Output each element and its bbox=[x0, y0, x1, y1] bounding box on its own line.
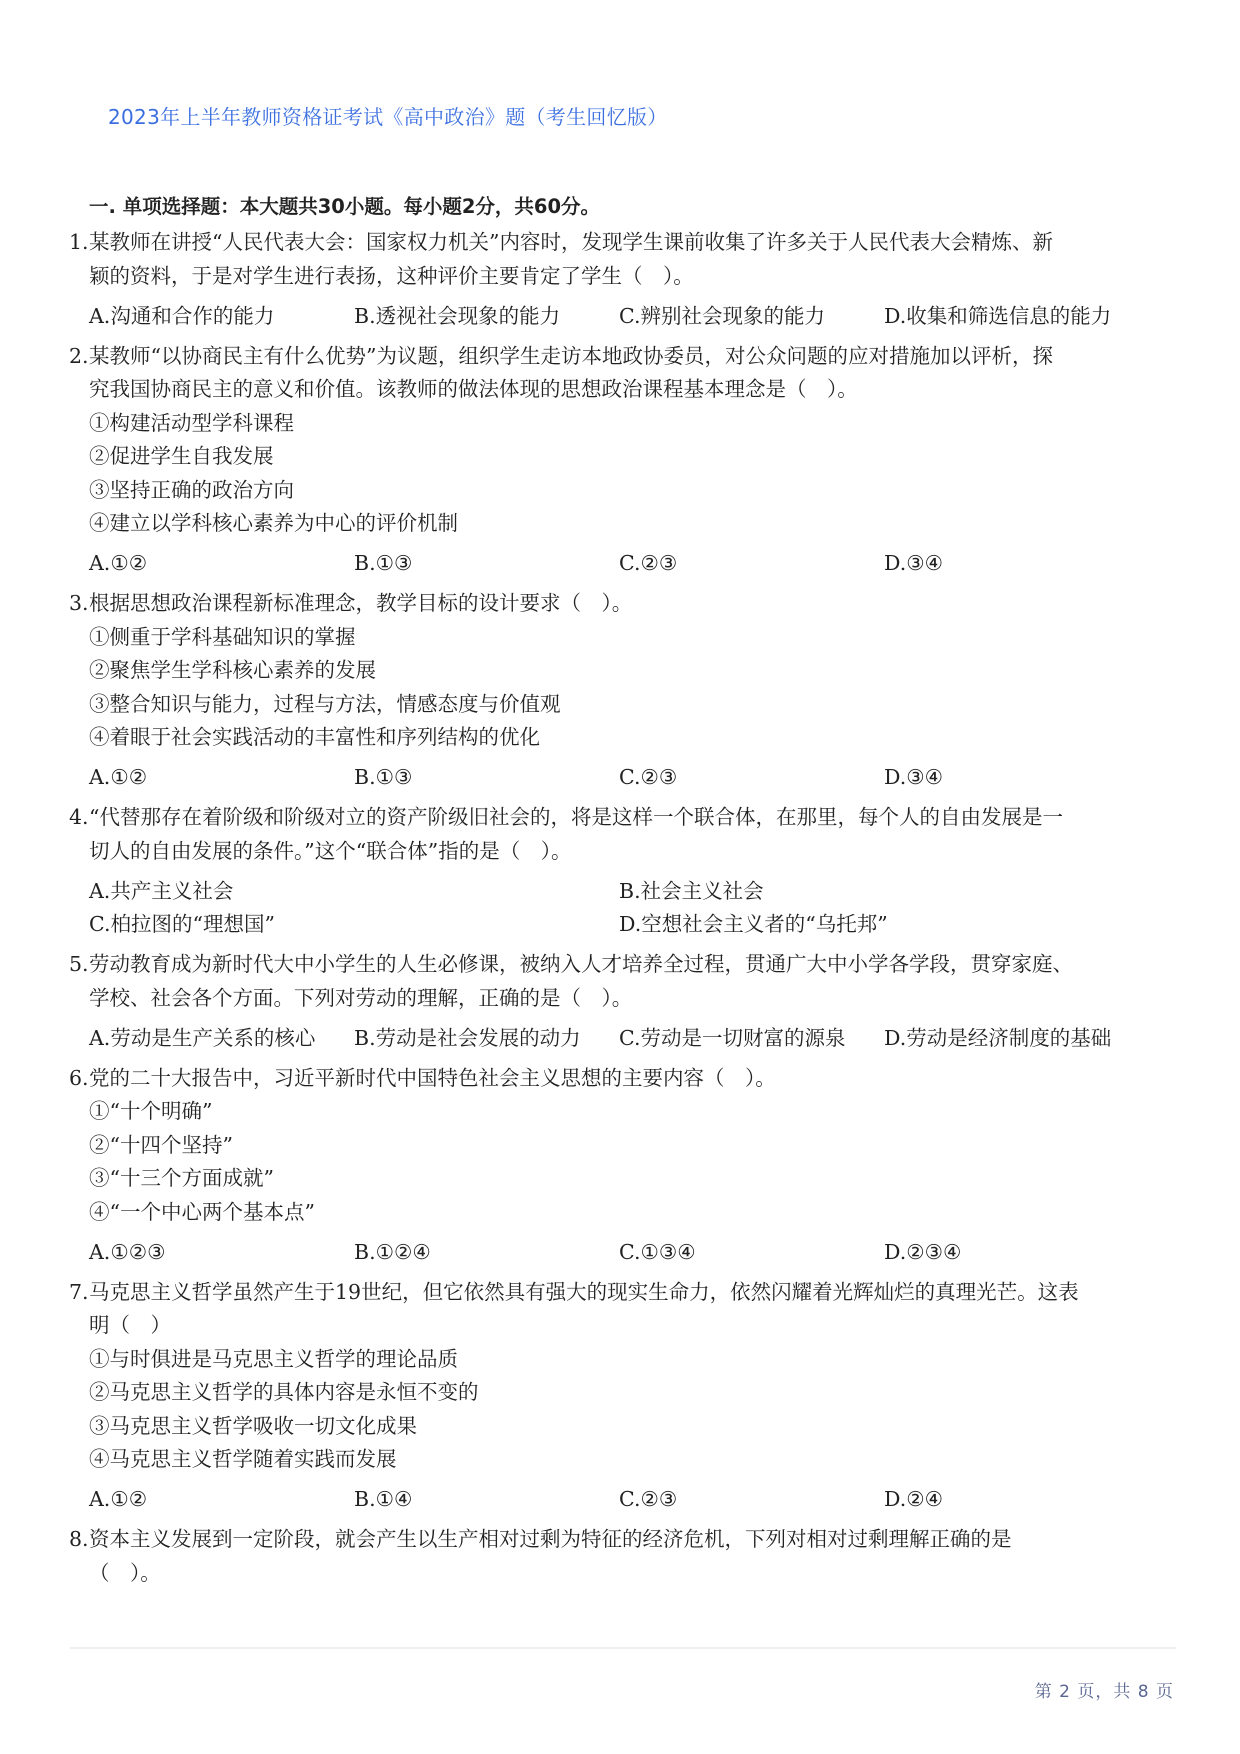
statement-item bbox=[69, 688, 1149, 722]
statement-text: ④“一个中心两个基本点” bbox=[89, 1199, 315, 1224]
options-row bbox=[89, 875, 1149, 909]
answer-option: C.②③ bbox=[619, 765, 678, 789]
question-4 bbox=[69, 801, 1149, 942]
question-2 bbox=[69, 340, 1149, 581]
question-number: 2. bbox=[69, 343, 89, 368]
question-text: 颖的资料，于是对学生进行表扬，这种评价主要肯定了学生（ ）。 bbox=[89, 263, 694, 288]
question-list bbox=[69, 226, 1149, 1590]
question-text-line bbox=[69, 1062, 1149, 1096]
options-row bbox=[89, 1236, 1149, 1270]
answer-options bbox=[69, 1022, 1149, 1056]
question-text: 劳动教育成为新时代大中小学生的人生必修课，被纳入人才培养全过程，贯通广大中小学各学段，贯穿家庭、 bbox=[89, 952, 1073, 976]
statement-item bbox=[69, 654, 1149, 688]
answer-option: D.③④ bbox=[884, 765, 943, 789]
page-number: 第 2 页，共 8 页 bbox=[1034, 1682, 1174, 1702]
answer-option: B.透视社会现象的能力 bbox=[354, 303, 561, 328]
question-text-line bbox=[69, 1557, 1149, 1591]
answer-option: B.劳动是社会发展的动力 bbox=[354, 1025, 581, 1050]
answer-option: D.劳动是经济制度的基础 bbox=[884, 1025, 1112, 1050]
question-number: 3. bbox=[69, 591, 89, 615]
answer-option: A.共产主义社会 bbox=[89, 878, 234, 903]
question-6 bbox=[69, 1062, 1149, 1270]
question-text: 党的二十大报告中，习近平新时代中国特色社会主义思想的主要内容（ ）。 bbox=[89, 1065, 776, 1090]
question-text-line bbox=[69, 260, 1149, 294]
statement-item bbox=[69, 440, 1149, 474]
options-row bbox=[89, 761, 1149, 795]
statement-text: ②聚焦学生学科核心素养的发展 bbox=[89, 658, 376, 682]
statement-item bbox=[69, 407, 1149, 441]
statement-text: ③马克思主义哲学吸收一切文化成果 bbox=[89, 1413, 417, 1438]
answer-option: A.①② bbox=[89, 551, 148, 575]
question-text-line bbox=[69, 587, 1149, 621]
answer-option: D.空想社会主义者的“乌托邦” bbox=[619, 912, 888, 936]
statement-text: ①构建活动型学科课程 bbox=[89, 410, 294, 435]
statement-text: ④马克思主义哲学随着实践而发展 bbox=[89, 1447, 397, 1471]
statement-text: ②马克思主义哲学的具体内容是永恒不变的 bbox=[89, 1380, 479, 1404]
answer-options bbox=[69, 300, 1149, 334]
answer-option: C.②③ bbox=[619, 551, 678, 575]
statement-text: ④着眼于社会实践活动的丰富性和序列结构的优化 bbox=[89, 725, 540, 749]
options-row bbox=[89, 1022, 1149, 1056]
document-title: 2023年上半年教师资格证考试《高中政治》题（考生回忆版） bbox=[108, 105, 668, 129]
question-number: 7. bbox=[69, 1279, 89, 1304]
question-number: 5. bbox=[69, 952, 89, 976]
question-text-line bbox=[69, 373, 1149, 407]
question-text: 马克思主义哲学虽然产生于19世纪，但它依然具有强大的现实生命力，依然闪耀着光辉灿烂的真理光芒。这表 bbox=[89, 1279, 1079, 1304]
question-text-line bbox=[69, 1523, 1149, 1557]
statement-item bbox=[69, 721, 1149, 755]
statement-text: ①“十个明确” bbox=[89, 1099, 213, 1123]
statement-item bbox=[69, 1095, 1149, 1129]
statement-item bbox=[69, 474, 1149, 508]
statement-item bbox=[69, 1129, 1149, 1163]
answer-option: C.柏拉图的“理想国” bbox=[89, 912, 275, 936]
question-text-line bbox=[69, 340, 1149, 374]
answer-option: B.社会主义社会 bbox=[619, 878, 764, 903]
section-heading: 一. 单项选择题：本大题共30小题。每小题2分，共60分。 bbox=[89, 195, 601, 218]
answer-option: B.①③ bbox=[354, 765, 413, 789]
question-number: 6. bbox=[69, 1065, 89, 1090]
question-text-line bbox=[69, 1276, 1149, 1310]
statement-item bbox=[69, 1343, 1149, 1377]
question-text: （ ）。 bbox=[89, 1560, 161, 1585]
answer-option: C.①③④ bbox=[619, 1239, 696, 1264]
statement-item bbox=[69, 1376, 1149, 1410]
answer-option: A.①② bbox=[89, 765, 148, 789]
question-text-line bbox=[69, 835, 1149, 869]
statement-text: ③“十三个方面成就” bbox=[89, 1166, 274, 1190]
answer-options bbox=[69, 547, 1149, 581]
answer-option: D.②④ bbox=[884, 1487, 943, 1511]
statement-item bbox=[69, 621, 1149, 655]
statement-text: ①与时俱进是马克思主义哲学的理论品质 bbox=[89, 1346, 458, 1371]
answer-option: B.①④ bbox=[354, 1487, 413, 1511]
question-text: 根据思想政治课程新标准理念，教学目标的设计要求（ ）。 bbox=[89, 591, 633, 615]
question-1 bbox=[69, 226, 1149, 333]
answer-option: A.沟通和合作的能力 bbox=[89, 303, 275, 328]
question-5 bbox=[69, 948, 1149, 1055]
question-text: 某教师“以协商民主有什么优势”为议题，组织学生走访本地政协委员，对公众问题的应对措施加以评析，探 bbox=[89, 343, 1053, 368]
question-text: 切人的自由发展的条件。”这个“联合体”指的是（ ）。 bbox=[89, 838, 572, 863]
statement-item bbox=[69, 1443, 1149, 1477]
answer-option: A.①② bbox=[89, 1487, 148, 1511]
statement-item bbox=[69, 1410, 1149, 1444]
question-8 bbox=[69, 1523, 1149, 1590]
statement-item bbox=[69, 1162, 1149, 1196]
statement-text: ②“十四个坚持” bbox=[89, 1132, 233, 1157]
options-row bbox=[89, 300, 1149, 334]
question-text: 某教师在讲授“人民代表大会：国家权力机关”内容时，发现学生课前收集了许多关于人民代表大会精炼、新 bbox=[89, 230, 1053, 254]
question-number: 4. bbox=[69, 805, 89, 829]
answer-option: B.①③ bbox=[354, 551, 413, 575]
options-row bbox=[89, 908, 1149, 942]
question-3 bbox=[69, 587, 1149, 795]
question-text: 学校、社会各个方面。下列对劳动的理解，正确的是（ ）。 bbox=[89, 985, 633, 1010]
footer-divider bbox=[70, 1647, 1176, 1649]
statement-text: ②促进学生自我发展 bbox=[89, 444, 274, 468]
answer-option: C.劳动是一切财富的源泉 bbox=[619, 1025, 846, 1050]
question-text: 明（ ） bbox=[89, 1313, 171, 1337]
question-text-line bbox=[69, 948, 1149, 982]
question-text: 资本主义发展到一定阶段，就会产生以生产相对过剩为特征的经济危机，下列对相对过剩理解正确的是 bbox=[89, 1527, 1012, 1551]
answer-option: C.②③ bbox=[619, 1487, 678, 1511]
answer-option: A.劳动是生产关系的核心 bbox=[89, 1025, 316, 1050]
statement-item bbox=[69, 1196, 1149, 1230]
options-row bbox=[89, 547, 1149, 581]
answer-options bbox=[69, 1236, 1149, 1270]
question-text-line bbox=[69, 982, 1149, 1016]
answer-option: D.收集和筛选信息的能力 bbox=[884, 303, 1112, 328]
question-text: 究我国协商民主的意义和价值。该教师的做法体现的思想政治课程基本理念是（ ）。 bbox=[89, 377, 858, 401]
statement-text: ④建立以学科核心素养为中心的评价机制 bbox=[89, 511, 458, 535]
answer-options bbox=[69, 761, 1149, 795]
answer-options bbox=[69, 875, 1149, 942]
statement-text: ①侧重于学科基础知识的掌握 bbox=[89, 624, 356, 649]
statement-text: ③整合知识与能力，过程与方法，情感态度与价值观 bbox=[89, 691, 561, 716]
question-7 bbox=[69, 1276, 1149, 1517]
question-number: 8. bbox=[69, 1527, 89, 1551]
question-text: “代替那存在着阶级和阶级对立的资产阶级旧社会的，将是这样一个联合体，在那里，每个人的自由发展是一 bbox=[89, 805, 1063, 829]
question-number: 1. bbox=[69, 230, 89, 254]
question-text-line bbox=[69, 226, 1149, 260]
options-row bbox=[89, 1483, 1149, 1517]
statement-item bbox=[69, 507, 1149, 541]
answer-option: B.①②④ bbox=[354, 1239, 431, 1264]
statement-text: ③坚持正确的政治方向 bbox=[89, 477, 294, 502]
question-text-line bbox=[69, 801, 1149, 835]
answer-option: A.①②③ bbox=[89, 1239, 166, 1264]
answer-options bbox=[69, 1483, 1149, 1517]
answer-option: D.③④ bbox=[884, 551, 943, 575]
answer-option: C.辨别社会现象的能力 bbox=[619, 303, 825, 328]
answer-option: D.②③④ bbox=[884, 1239, 962, 1264]
question-text-line bbox=[69, 1309, 1149, 1343]
